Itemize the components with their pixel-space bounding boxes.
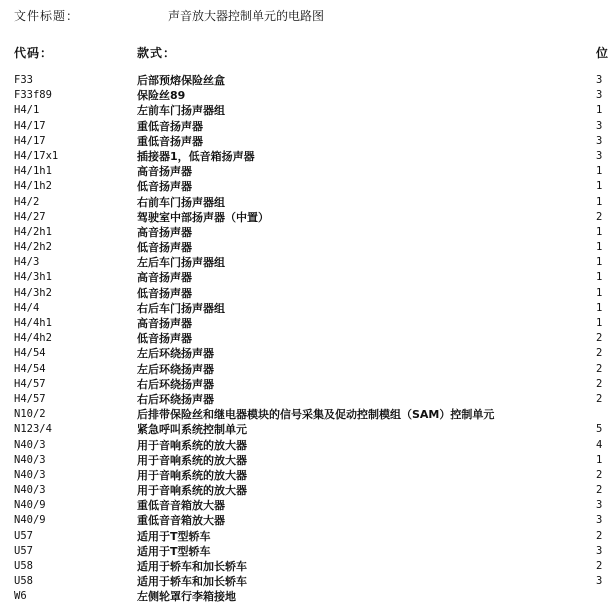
list-item bbox=[0, 498, 603, 513]
component-description: 高音扬声器 bbox=[137, 225, 192, 239]
list-item bbox=[0, 453, 603, 468]
list-item bbox=[0, 103, 603, 118]
component-position: 3 bbox=[596, 499, 603, 512]
component-description: 高音扬声器 bbox=[137, 271, 192, 285]
list-item bbox=[0, 589, 603, 604]
component-code: N40/3 bbox=[14, 453, 46, 466]
component-code: H4/4h1 bbox=[14, 317, 52, 329]
component-description: 重低音扬声器 bbox=[137, 134, 203, 148]
component-position: 1 bbox=[596, 301, 603, 314]
list-item bbox=[0, 529, 603, 544]
component-position: 2 bbox=[596, 392, 603, 405]
component-position: 1 bbox=[596, 241, 603, 254]
list-item bbox=[0, 559, 603, 574]
component-description: 重低音音箱放大器 bbox=[137, 499, 225, 513]
component-description: 低音扬声器 bbox=[137, 332, 192, 346]
component-position: 3 bbox=[596, 74, 603, 86]
component-description: 适用于轿车和加长轿车 bbox=[137, 560, 247, 573]
list-item bbox=[0, 210, 603, 225]
list-item bbox=[0, 513, 603, 528]
list-item bbox=[0, 316, 603, 331]
component-position: 2 bbox=[596, 529, 603, 542]
component-code: H4/1 bbox=[14, 104, 40, 117]
list-item bbox=[0, 301, 603, 316]
component-description: 高音扬声器 bbox=[137, 165, 192, 179]
component-position: 3 bbox=[596, 544, 603, 557]
component-position: 1 bbox=[596, 271, 603, 284]
component-description: 重低音扬声器 bbox=[137, 119, 203, 133]
component-description: 右后环绕扬声器 bbox=[137, 392, 214, 406]
component-position: 3 bbox=[596, 119, 603, 132]
component-code: F33 bbox=[14, 74, 33, 86]
component-code: H4/27 bbox=[14, 210, 46, 223]
component-code: N40/3 bbox=[14, 468, 46, 481]
component-position: 1 bbox=[596, 104, 603, 117]
component-description: 重低音音箱放大器 bbox=[137, 514, 225, 528]
component-position: 1 bbox=[596, 165, 603, 178]
list-item bbox=[0, 119, 603, 134]
component-position: 4 bbox=[596, 438, 603, 451]
component-position: 2 bbox=[596, 377, 603, 390]
component-description: 适用于T型轿车 bbox=[137, 544, 211, 558]
component-description: 左后车门扬声器组 bbox=[137, 256, 225, 270]
component-code: N10/2 bbox=[14, 408, 46, 421]
component-description: 后排带保险丝和继电器模块的信号采集及促动控制模组（SAM）控制单元 bbox=[137, 408, 495, 422]
component-position: 2 bbox=[596, 332, 603, 345]
component-position: 1 bbox=[596, 195, 603, 208]
component-position: 5 bbox=[596, 423, 603, 436]
component-description: 高音扬声器 bbox=[137, 317, 192, 330]
component-description: 右后环绕扬声器 bbox=[137, 377, 214, 391]
list-item bbox=[0, 392, 603, 407]
component-description: 低音扬声器 bbox=[137, 180, 192, 194]
list-item bbox=[0, 483, 603, 498]
component-code: H4/2 bbox=[14, 195, 40, 208]
list-item bbox=[0, 574, 603, 589]
component-code: H4/17 bbox=[14, 119, 46, 132]
component-code: H4/3 bbox=[14, 256, 40, 269]
component-code: H4/57 bbox=[14, 392, 46, 405]
list-item bbox=[0, 270, 603, 285]
column-header-position: 位 bbox=[596, 46, 609, 60]
list-item bbox=[0, 331, 603, 346]
component-code: N40/3 bbox=[14, 484, 46, 497]
component-code: H4/54 bbox=[14, 347, 46, 360]
component-position: 3 bbox=[596, 575, 603, 588]
component-code: N123/4 bbox=[14, 423, 52, 436]
list-item bbox=[0, 544, 603, 559]
component-position: 1 bbox=[596, 453, 603, 466]
list-item bbox=[0, 438, 603, 453]
component-position: 2 bbox=[596, 362, 603, 375]
list-item bbox=[0, 225, 603, 240]
list-item bbox=[0, 240, 603, 255]
list-item bbox=[0, 73, 603, 88]
component-code: H4/57 bbox=[14, 377, 46, 390]
component-position: 1 bbox=[596, 180, 603, 193]
component-description: 后部预熔保险丝盒 bbox=[137, 74, 225, 87]
list-item bbox=[0, 164, 603, 179]
component-description: 用于音响系统的放大器 bbox=[137, 468, 247, 482]
component-position: 1 bbox=[596, 256, 603, 269]
list-item bbox=[0, 377, 603, 392]
document-title-value: 声音放大器控制单元的电路图 bbox=[168, 9, 325, 23]
component-description: 左后环绕扬声器 bbox=[137, 347, 214, 361]
component-code: N40/9 bbox=[14, 514, 46, 527]
list-item bbox=[0, 286, 603, 301]
list-item bbox=[0, 195, 603, 210]
list-item bbox=[0, 149, 603, 164]
component-description: 左后环绕扬声器 bbox=[137, 362, 214, 376]
component-description: 保险丝89 bbox=[137, 89, 186, 103]
list-item bbox=[0, 88, 603, 103]
component-position: 3 bbox=[596, 149, 603, 162]
component-description: 右后车门扬声器组 bbox=[137, 301, 225, 315]
component-position: 2 bbox=[596, 347, 603, 360]
component-list bbox=[0, 73, 603, 605]
component-code: F33f89 bbox=[14, 89, 52, 102]
component-position: 1 bbox=[596, 317, 603, 329]
component-description: 用于音响系统的放大器 bbox=[137, 453, 247, 467]
component-description: 左前车门扬声器组 bbox=[137, 104, 225, 118]
component-code: H4/1h1 bbox=[14, 165, 52, 178]
component-position: 2 bbox=[596, 210, 603, 223]
component-position: 3 bbox=[596, 134, 603, 147]
component-position: 1 bbox=[596, 286, 603, 299]
component-code: H4/4h2 bbox=[14, 332, 52, 345]
component-code: H4/17 bbox=[14, 134, 46, 147]
component-description: 适用于轿车和加长轿车 bbox=[137, 575, 247, 589]
component-code: H4/1h2 bbox=[14, 180, 52, 193]
component-description: 右前车门扬声器组 bbox=[137, 195, 225, 209]
column-header-description: 款式： bbox=[137, 46, 177, 60]
component-code: N40/9 bbox=[14, 499, 46, 512]
component-description: 适用于T型轿车 bbox=[137, 529, 211, 543]
component-position: 3 bbox=[596, 514, 603, 527]
component-description: 紧急呼叫系统控制单元 bbox=[137, 423, 247, 437]
component-position: 2 bbox=[596, 560, 603, 572]
component-description: 驾驶室中部扬声器（中置） bbox=[137, 210, 269, 224]
component-position: 2 bbox=[596, 468, 603, 481]
component-description: 低音扬声器 bbox=[137, 286, 192, 300]
component-description: 低音扬声器 bbox=[137, 241, 192, 255]
list-item bbox=[0, 468, 603, 483]
component-code: N40/3 bbox=[14, 438, 46, 451]
component-code: H4/3h2 bbox=[14, 286, 52, 299]
component-description: 用于音响系统的放大器 bbox=[137, 438, 247, 452]
list-item bbox=[0, 346, 603, 361]
component-position: 1 bbox=[596, 225, 603, 238]
component-code: H4/2h1 bbox=[14, 225, 52, 238]
component-code: U57 bbox=[14, 529, 33, 542]
component-code: U58 bbox=[14, 575, 33, 588]
component-code: U58 bbox=[14, 560, 33, 572]
component-code: U57 bbox=[14, 544, 33, 557]
component-description: 左侧轮罩行李箱接地 bbox=[137, 590, 236, 604]
component-position: 3 bbox=[596, 89, 603, 102]
component-code: H4/54 bbox=[14, 362, 46, 375]
component-code: H4/2h2 bbox=[14, 241, 52, 254]
document-title-label: 文件标题： bbox=[14, 9, 80, 23]
component-description: 用于音响系统的放大器 bbox=[137, 484, 247, 498]
list-item bbox=[0, 362, 603, 377]
column-header-code: 代码： bbox=[14, 46, 54, 60]
component-position: 2 bbox=[596, 484, 603, 497]
list-item bbox=[0, 179, 603, 194]
list-item bbox=[0, 407, 603, 422]
component-code: H4/3h1 bbox=[14, 271, 52, 284]
component-code: H4/17x1 bbox=[14, 149, 59, 162]
list-item bbox=[0, 422, 603, 437]
component-code: H4/4 bbox=[14, 301, 40, 314]
component-description: 插接器1，低音箱扬声器 bbox=[137, 149, 255, 163]
list-item bbox=[0, 134, 603, 149]
list-item bbox=[0, 255, 603, 270]
component-code: W6 bbox=[14, 590, 27, 603]
